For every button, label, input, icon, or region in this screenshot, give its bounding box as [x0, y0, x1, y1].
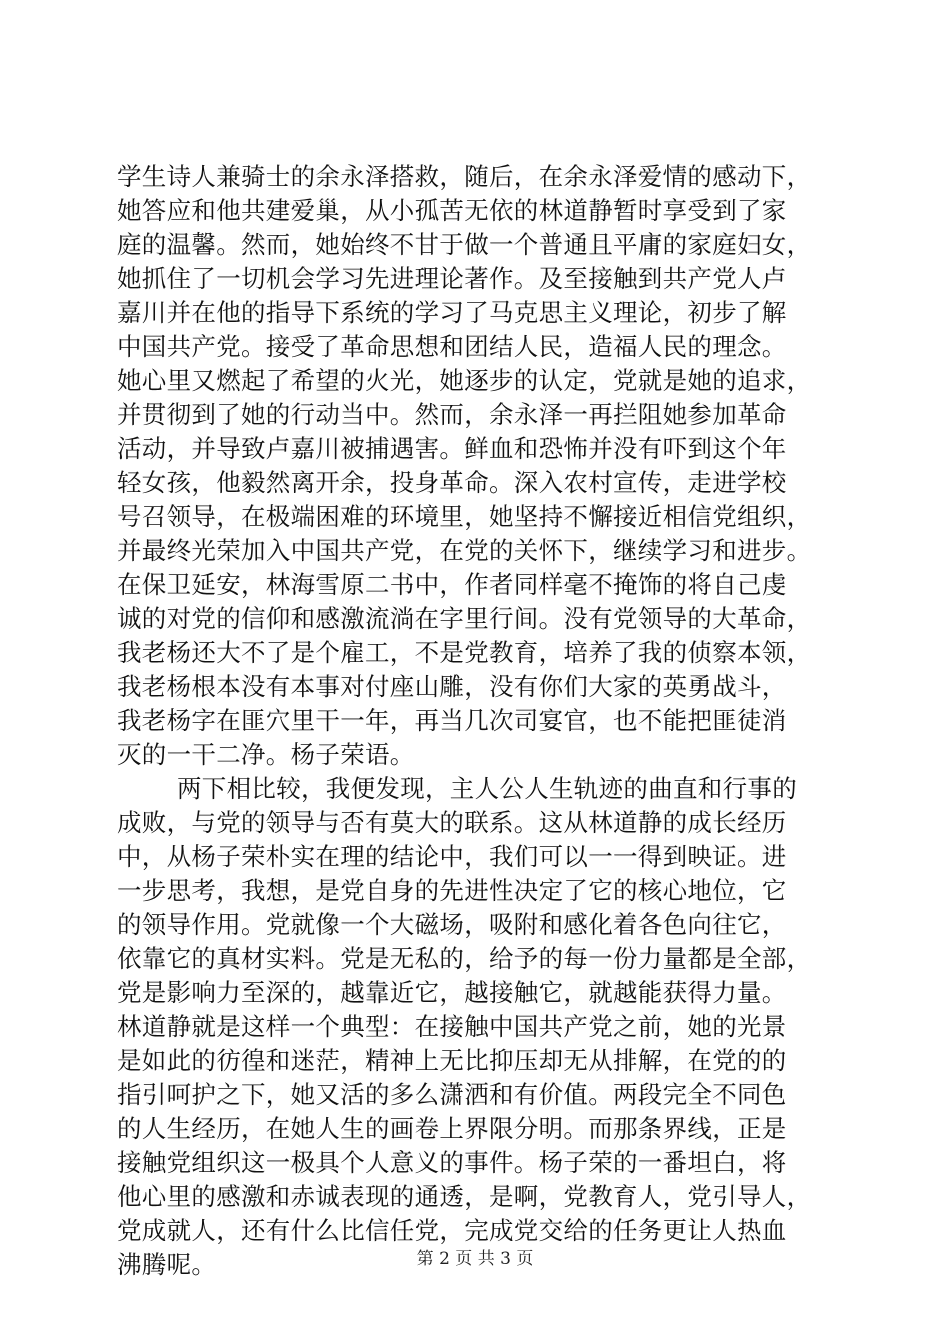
text-line: 党是影响力至深的，越靠近它，越接触它，就越能获得力量。 [117, 978, 787, 1007]
text-line: 一步思考，我想，是党自身的先进性决定了它的核心地位，它 [117, 876, 787, 905]
text-line: 庭的温馨。然而，她始终不甘于做一个普通且平庸的家庭妇女， [117, 230, 812, 259]
text-line: 她抓住了一切机会学习先进理论著作。及至接触到共产党人卢 [117, 264, 787, 293]
text-line: 我老杨根本没有本事对付座山雕，没有你们大家的英勇战斗， [117, 672, 787, 701]
text-line: 我老杨还大不了是个雇工，不是党教育，培养了我的侦察本领， [117, 638, 812, 667]
text-line: 我老杨字在匪穴里干一年，再当几次司宴官，也不能把匪徒消 [117, 706, 787, 735]
text-line: 中国共产党。接受了革命思想和团结人民，造福人民的理念。 [117, 332, 787, 361]
text-line: 在保卫延安，林海雪原二书中，作者同样毫不掩饰的将自己虔 [117, 570, 787, 599]
text-line: 的领导作用。党就像一个大磁场，吸附和感化着各色向往它， [117, 910, 787, 939]
text-line: 林道静就是这样一个典型：在接触中国共产党之前，她的光景 [117, 1012, 787, 1041]
text-line: 的人生经历，在她人生的画卷上界限分明。而那条界线，正是 [117, 1114, 787, 1143]
text-line: 指引呵护之下，她又活的多么潇洒和有价值。两段完全不同色 [117, 1080, 787, 1109]
document-body [117, 160, 837, 1282]
text-line: 是如此的彷徨和迷茫，精神上无比抑压却无从排解，在党的的 [117, 1046, 787, 1075]
paragraph-1 [117, 160, 837, 772]
text-line: 她答应和他共建爱巢，从小孤苦无依的林道静暂时享受到了家 [117, 196, 787, 225]
text-line: 嘉川并在他的指导下系统的学习了马克思主义理论，初步了解 [117, 298, 787, 327]
page-footer: 第 2 页 共 3 页 [416, 1249, 534, 1269]
text-line: 学生诗人兼骑士的余永泽搭救，随后，在余永泽爱情的感动下， [117, 162, 812, 191]
text-line: 诚的对党的信仰和感激流淌在字里行间。没有党领导的大革命， [117, 604, 812, 633]
text-line: 并最终光荣加入中国共产党，在党的关怀下，继续学习和进步。 [117, 536, 812, 565]
text-line: 活动，并导致卢嘉川被捕遇害。鲜血和恐怖并没有吓到这个年 [117, 434, 787, 463]
text-line: 沸腾呢。 [117, 1250, 217, 1279]
text-line: 轻女孩，他毅然离开余，投身革命。深入农村宣传，走进学校 [117, 468, 787, 497]
text-line: 党成就人，还有什么比信任党，完成党交给的任务更让人热血 [117, 1216, 787, 1245]
text-line: 号召领导，在极端困难的环境里，她坚持不懈接近相信党组织， [117, 502, 812, 531]
text-line: 他心里的感激和赤诚表现的通透，是啊，党教育人，党引导人， [117, 1182, 812, 1211]
text-line: 灭的一干二净。杨子荣语。 [117, 740, 415, 769]
paragraph-2 [117, 772, 837, 1282]
text-line: 成败，与党的领导与否有莫大的联系。这从林道静的成长经历 [117, 808, 787, 837]
text-line: 并贯彻到了她的行动当中。然而，余永泽一再拦阻她参加革命 [117, 400, 787, 429]
text-line: 接触党组织这一极具个人意义的事件。杨子荣的一番坦白，将 [117, 1148, 787, 1177]
text-line: 依靠它的真材实料。党是无私的，给予的每一份力量都是全部， [117, 944, 812, 973]
text-line: 中，从杨子荣朴实在理的结论中，我们可以一一得到映证。进 [117, 842, 787, 871]
text-line-first-indented: 两下相比较，我便发现，主人公人生轨迹的曲直和行事的 [177, 774, 797, 803]
text-line: 她心里又燃起了希望的火光，她逐步的认定，党就是她的追求， [117, 366, 812, 395]
